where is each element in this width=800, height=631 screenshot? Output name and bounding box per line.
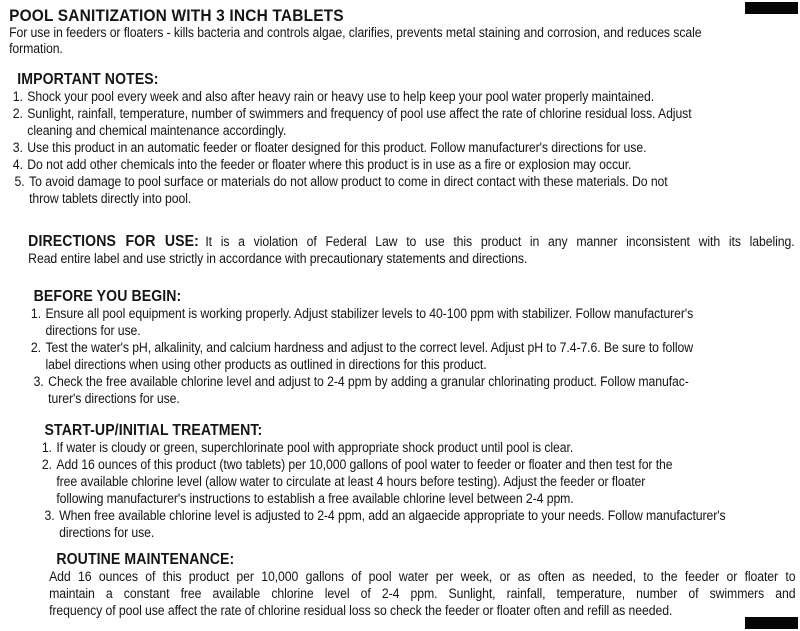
- list-item-text: Test the water's pH, alkalinity, and calcium hardness and adjust to the correct level. Adjust pH to 7.4-7.6. Be sure to follow: [45, 340, 694, 355]
- section-heading: START-UP/INITIAL TREATMENT:: [44, 422, 263, 439]
- list-item-number: 3.: [44, 508, 55, 523]
- list-item: [15, 173, 800, 207]
- section-heading: DIRECTIONS FOR USE:: [28, 233, 199, 250]
- list-item: [13, 88, 800, 105]
- intro-paragraph: [9, 25, 800, 57]
- list-item: [42, 456, 800, 507]
- paragraph-line: frequency of pool use affect the rate of chlorine residual loss so check the feeder or floater often and refill as needed.: [49, 603, 673, 618]
- list-item-text: If water is cloudy or green, superchlorinate pool with appropriate shock product until pool is clear.: [56, 440, 574, 455]
- list-item-text: To avoid damage to pool surface or materials do not allow product to come in direct contact with these materials. Do not: [29, 174, 668, 189]
- list-item-text: directions for use.: [59, 525, 155, 540]
- list-item-number: 1.: [30, 306, 41, 321]
- list-item-text: turer's directions for use.: [48, 391, 180, 406]
- section-heading: ROUTINE MAINTENANCE:: [56, 551, 235, 568]
- list-item-number: 1.: [41, 440, 52, 455]
- directions-first-line: [28, 233, 794, 250]
- section-heading: BEFORE YOU BEGIN:: [33, 288, 182, 305]
- list-item-number: 3.: [33, 374, 44, 389]
- list-item-text: Sunlight, rainfall, temperature, number of swimmers and frequency of pool use affect the rate of chlorine residual loss. Adjust: [27, 106, 692, 121]
- list-item: [13, 139, 800, 156]
- directions-text: It is a violation of Federal Law to use this product in any manner inconsistent with its labeling.: [205, 234, 795, 249]
- list-item: [31, 305, 800, 339]
- list-item-number: 5.: [14, 174, 25, 189]
- list-item-text: Check the free available chlorine level and adjust to 2-4 ppm by adding a granular chlorinating product. Follow manufac-: [48, 374, 689, 389]
- section-before-you-begin: [0, 288, 800, 407]
- numbered-list: [13, 88, 800, 207]
- list-item-text: following manufacturer's instructions to establish a free available chlorine level between 2-4 ppm.: [56, 491, 574, 506]
- page-title: POOL SANITIZATION WITH 3 INCH TABLETS: [9, 6, 344, 25]
- list-item: [13, 105, 800, 139]
- list-item-text: Add 16 ounces of this product (two tablets) per 10,000 gallons of pool water to feeder or floater and then test for the: [56, 457, 673, 472]
- routine-paragraph: [49, 568, 795, 619]
- section-routine-maintenance: [0, 551, 800, 619]
- list-item: [45, 507, 800, 541]
- list-item-text: directions for use.: [45, 323, 141, 338]
- list-item-number: 2.: [12, 106, 23, 121]
- list-item-text: cleaning and chemical maintenance accordingly.: [27, 123, 287, 138]
- list-item: [42, 439, 800, 456]
- section-startup-initial-treatment: [0, 422, 800, 541]
- section-important-notes: [0, 71, 800, 207]
- list-item: [34, 373, 800, 407]
- list-item-text: throw tablets directly into pool.: [29, 191, 192, 206]
- directions-text: Read entire label and use strictly in accordance with precautionary statements and directions.: [28, 251, 528, 266]
- list-item-text: label directions when using other products as outlined in directions for this product.: [45, 357, 487, 372]
- list-item-number: 4.: [12, 157, 23, 172]
- list-item-text: Do not add other chemicals into the feeder or floater where this product is in use as a fire or explosion may occur.: [27, 157, 632, 172]
- list-item-number: 2.: [41, 457, 52, 472]
- list-item-text: free available chlorine level (allow water to circulate at least 4 hours before testing). Adjust the feeder or floater: [56, 474, 646, 489]
- list-item-number: 2.: [30, 340, 41, 355]
- list-item-text: Shock your pool every week and also after heavy rain or heavy use to help keep your pool water properly maintained.: [27, 89, 655, 104]
- list-item-text: Ensure all pool equipment is working properly. Adjust stabilizer levels to 40-100 ppm with stabilizer. Follow manufacturer's: [45, 306, 694, 321]
- list-item: [13, 156, 800, 173]
- numbered-list: [31, 305, 800, 407]
- paragraph-line: Add 16 ounces of this product per 10,000 gallons of pool water per week, or as often as needed, to the feeder or floater to: [49, 569, 796, 584]
- list-item-number: 1.: [12, 89, 23, 104]
- intro-line: formation.: [9, 41, 63, 56]
- list-item: [31, 339, 800, 373]
- section-directions-for-use: [28, 233, 794, 267]
- section-heading: IMPORTANT NOTES:: [17, 71, 159, 88]
- list-item-number: 3.: [12, 140, 23, 155]
- list-item-text: Use this product in an automatic feeder or floater designed for this product. Follow manufacturer's directions for use.: [27, 140, 647, 155]
- list-item-text: When free available chlorine level is adjusted to 2-4 ppm, add an algaecide appropriate to your needs. Follow manufacturer's: [59, 508, 726, 523]
- numbered-list: [42, 439, 800, 541]
- paragraph-line: maintain a constant free available chlorine level of 2-4 ppm. Sunlight, rainfall, temperature, number of swimmers and: [49, 586, 796, 601]
- intro-line: For use in feeders or floaters - kills bacteria and controls algae, clarifies, prevents metal staining and corrosion, and reduces scale: [9, 25, 702, 40]
